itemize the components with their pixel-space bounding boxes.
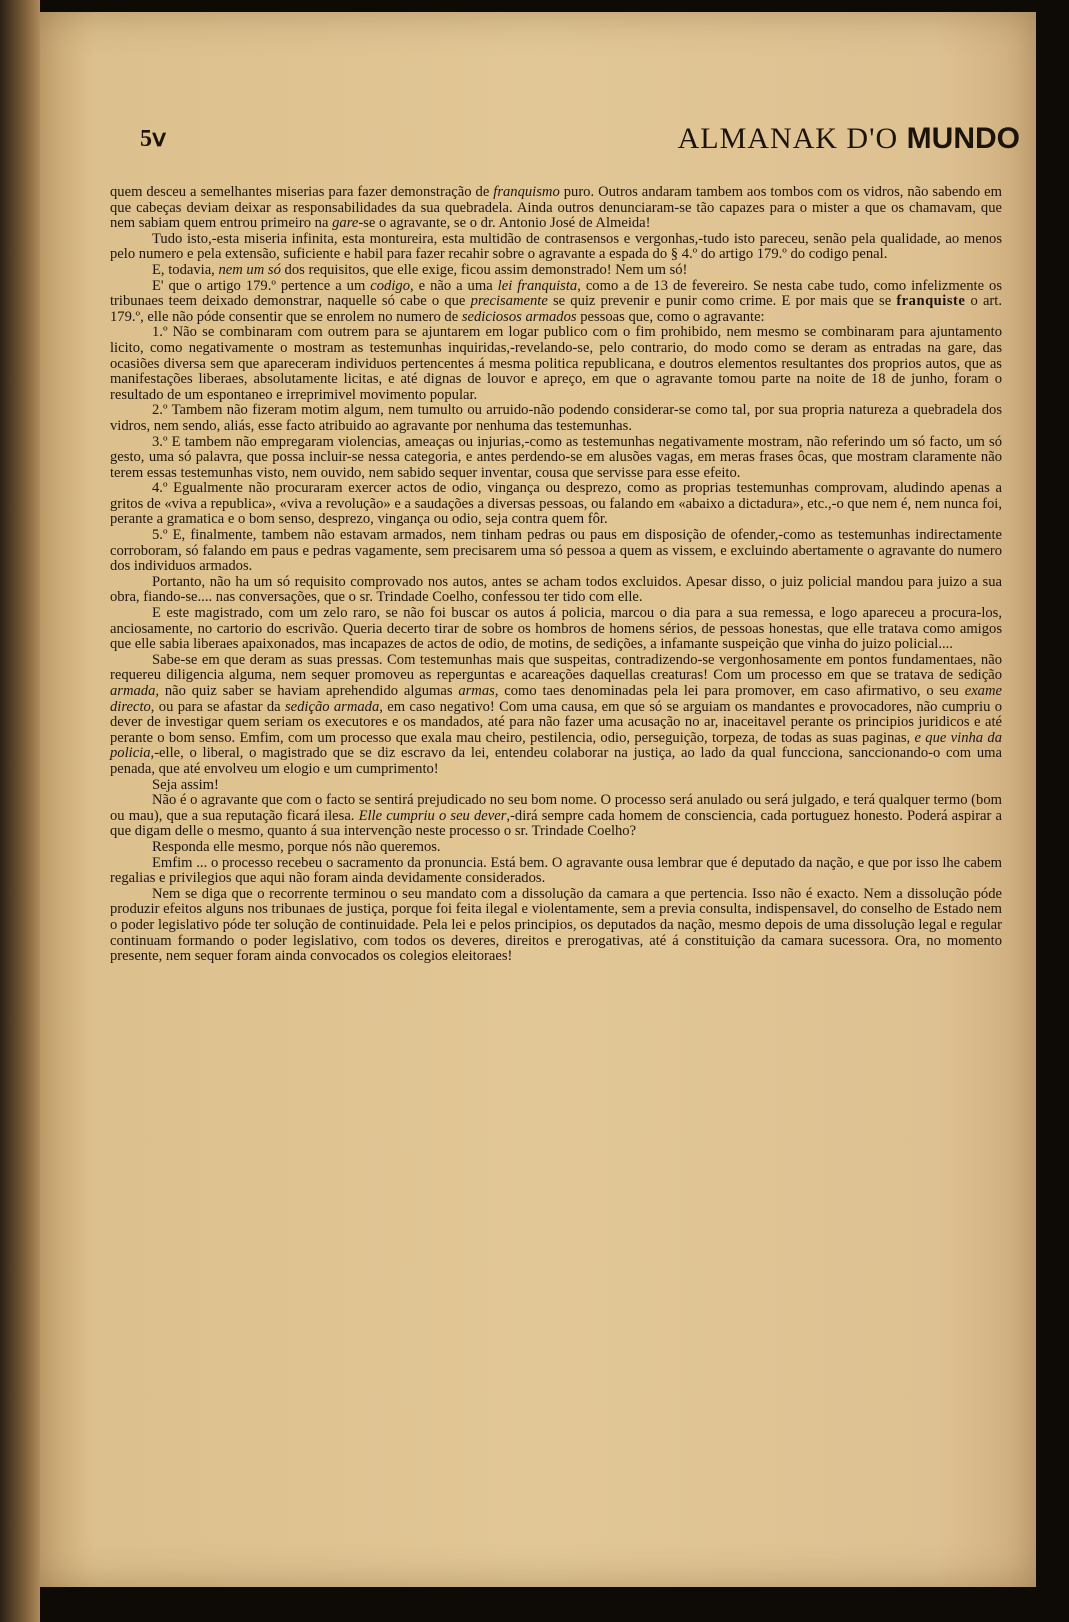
paragraph [110, 840, 1002, 856]
paragraph [110, 403, 1002, 434]
text-run: 1.º Não se combinaram com outrem para se ajuntarem em logar publico com o fim prohibido, nem mesmo se combinaram para ajuntamento licito, como negativamente o mostram as testemunhas inquiridas,-revelando-se, pelo contrario, do modo como se deram as entradas na gare, das ocasiões diversa sem que apareceram individuos pertencentes á mesma politica republicana, e doutros elementos resultantes dos proprios autos, que as manifestações liberaes, absolutamente licitas, e até dignas de louvor e apreço, em que o agravante tomou parte na noite de 18 de junho, foram o resultado de um espontaneo e irreprimivel movimento popular. [110, 324, 1002, 403]
text-run: E este magistrado, com um zelo raro, se não foi buscar os autos á policia, marcou o dia para a sua remessa, e logo apareceu a procura-los, anciosamente, no cartorio do escrivão. Queria decerto tirar de sobre os hombros de homens sérios, de pessoas honestas, que elle tratava como amigos que elle sabia liberaes apaixonados, mas incapazes de actos de odio, de motins, de sedições, a infamante suspeição que vinha do juizo policial.... [110, 605, 1002, 653]
italic-text: armada [110, 683, 156, 699]
paragraph [110, 528, 1002, 575]
text-run: , como taes denominadas pela lei para promover, em caso afirmativo, o seu [494, 683, 965, 699]
italic-text: exame directo [110, 683, 1002, 715]
text-run: , como a de 13 de fevereiro. Se nesta cabe tudo, como infelizmente os tribunaes teem deixado demonstrar, naquelle só cabe o que [110, 277, 1002, 310]
text-run: o art. 179.º, elle não póde consentir que se enrolem no numero de [110, 293, 1002, 325]
paragraph [110, 185, 1002, 232]
italic-text: gare [332, 215, 359, 232]
italic-text: sedição armada [284, 698, 380, 715]
text-run: ,-elle, o liberal, o magistrado que se diz escravo da lei, entendeu colaborar na justiça, ao lado da qual funcciona, sanccionando-o com uma penada, que até envolveu um elogio e um cumprimento! [110, 745, 1002, 777]
italic-text: precisamente [470, 293, 548, 310]
text-run: puro. Outros andaram tambem aos tombos com os vidros, não sabendo em que cabeças deviam deixar as responsabilidades da sua quebradela. Ainda outros denunciaram-se tão capazes para o mister a que os chamavam, que nem sabiam quem entrou primeiro na [110, 184, 1003, 232]
italic-text: armas [458, 683, 495, 699]
text-run: Seja assim! [152, 776, 219, 793]
text-run: se quiz prevenir e punir como crime. E por mais que se [547, 293, 897, 310]
paragraph [110, 232, 1002, 263]
paragraph [110, 325, 1002, 403]
text-run: 3.º E tambem não empregaram violencias, ameaças ou injurias,-como as testemunhas negativamente mostram, não referindo um só facto, um só gesto, uma só palavra, que possa incluir-se nessa categoria, e antes perdendo-se em alusões vagas, em meras frases ôcas, que mostram claramente não terem essas testemunhas visto, nem ouvido, nem sabido sequer inventar, cousa que servisse para esse efeito. [110, 433, 1002, 481]
text-run: Não é o agravante que com o facto se sentirá prejudicado no seu bom nome. O processo será anulado ou será julgado, e terá qualquer termo (bom ou mau), que a sua reputação ficará ilesa. [110, 792, 1002, 824]
italic-text: sediciosos armados [461, 308, 577, 325]
text-run: Tudo isto,-esta miseria infinita, esta montureira, esta multidão de contrasensos e vergonhas,-tudo isto pareceu, senão pela qualidade, ao menos pelo numero e pela extensão, suficiente e habil para fazer recahir sobre o agravante a espada do § 4.º do artigo 179.º do codigo penal. [110, 230, 1002, 263]
text-run: E, todavia, [152, 261, 219, 278]
text-run: 2.º Tambem não fizeram motim algum, nem tumulto ou arruido-não podendo considerar-se como tal, por sua propria natureza a quebradela dos vidros, nem sendo, aliás, esse facto atribuido ao agravante por nenhuma das testemunhas. [110, 402, 1002, 434]
paragraph [110, 778, 1002, 794]
text-run: ,-dirá sempre cada homem de consciencia, cada portuguez honesto. Poderá aspirar a que digam delle o mesmo, quanto á sua intervenção neste processo o sr. Trindade Coelho? [110, 807, 1002, 840]
italic-text: franquismo [493, 184, 560, 200]
italic-text: Elle cumpriu o seu dever [358, 807, 507, 824]
body-text [110, 185, 1002, 965]
text-run: , ou para se afastar da [150, 698, 285, 715]
paragraph [110, 263, 1002, 279]
running-title-bold: MUNDO [906, 122, 1020, 155]
text-run: Portanto, não ha um só requisito comprovado nos autos, antes se acham todos excluidos. Apesar disso, o juiz policial mandou para juizo a sua obra, fiando-se.... nas conversações, que o sr. Trindade Coelho, confessou ter tido com elle. [110, 573, 1002, 606]
bold-text: franquiste [896, 293, 966, 310]
paragraph [110, 575, 1002, 606]
paragraph [110, 887, 1002, 965]
text-run: E' que o artigo 179.º pertence a um [152, 277, 371, 294]
text-run: quem desceu a semelhantes miserias para fazer demonstração de [110, 184, 494, 200]
text-run: , em caso negativo! Com uma causa, em que só se arguiam os mandantes e provocadores, não cumpriu o dever de investigar quem seriam os executores e os mandados, até para não fazer uma acusação no ar, inaceitavel perante os principios juridicos e até perante o bom senso. Emfim, com um processo que exala mau cheiro, pestilencia, odio, perseguição, torpeza, de todas as suas paginas, [110, 698, 1003, 746]
paragraph [110, 481, 1002, 528]
text-run: Responda elle mesmo, porque nós não queremos. [152, 838, 441, 855]
paragraph [110, 435, 1002, 482]
text-run: , e não a uma [410, 277, 498, 294]
paragraph [110, 793, 1002, 840]
text-run: Emfim ... o processo recebeu o sacramento da pronuncia. Está bem. O agravante ousa lembrar que é deputado da nação, e que por isso lhe cabem regalias e privilegios que aqui não foram ainda devidamente considerados. [110, 854, 1002, 887]
paragraph [110, 653, 1002, 778]
page-number: 5ⅴ [140, 126, 167, 152]
binding-edge [0, 0, 40, 1622]
paragraph [110, 279, 1002, 326]
page-header [140, 118, 1020, 158]
text-run: 4.º Egualmente não procuraram exercer actos de odio, vingança ou desprezo, como as proprias testemunhas comprovam, aludindo apenas a gritos de «viva a republica», «viva a revolução» e a saudações a diversas pessoas, ou falando em «abaixo a dictadura», etc.,-o que nem é, nem nunca foi, perante a gramatica e o bom senso, desprezo, vingança ou odio, seja contra quem fôr. [110, 480, 1002, 528]
text-run: dos requisitos, que elle exige, ficou assim demonstrado! Nem um só! [280, 261, 688, 278]
italic-text: nem um só [218, 261, 281, 278]
italic-text: lei franquista [497, 277, 578, 294]
text-run: , não quiz saber se haviam aprehendido algumas [155, 683, 459, 699]
running-title-prefix: ALMANAK D'O [677, 122, 899, 155]
italic-text: codigo [370, 277, 411, 294]
text-run: 5.º E, finalmente, tambem não estavam armados, nem tinham pedras ou paus em disposição de ofender,-como as testemunhas indirectamente corroboram, só falando em paus e pedras vagamente, sem precisarem uma só pessoa a quem as vissem, e excluindo abertamente o agravante do numero dos individuos armados. [110, 527, 1002, 575]
text-run: -se o agravante, se o dr. Antonio José de Almeida! [358, 215, 651, 232]
text-run: Nem se diga que o recorrente terminou o seu mandato com a dissolução da camara a que pertencia. Isso não é exacto. Nem a dissolução póde produzir efeitos alguns nos tribunaes de justiça, porque foi feita ilegal e violentamente, sem a previa consulta, indispensavel, do conselho de Estado nem o poder legislativo póde ter solução de continuidade. Pela lei e pelos principios, os deputados da nação, mesmo depois de uma dissolução legal e regular continuam formando o poder legislativo, com todos os deveres, direitos e prerogativas, até á constituição da camara sucessora. Ora, no momento presente, nem sequer foram ainda convocados os colegios eleitoraes! [110, 885, 1002, 965]
running-title [678, 122, 1020, 156]
italic-text: e que vinha da policia [110, 729, 1002, 762]
paragraph [110, 856, 1002, 887]
text-run: pessoas que, como o agravante: [576, 308, 765, 325]
text-run: Sabe-se em que deram as suas pressas. Com testemunhas mais que suspeitas, contradizendo-se vergonhosamente em pontos fundamentaes, não requereu diligencia alguma, nem sequer promoveu as reperguntas e acareações daquellas creaturas! Com um processo em que se tratava de sedição [110, 651, 1002, 684]
paragraph [110, 606, 1002, 653]
